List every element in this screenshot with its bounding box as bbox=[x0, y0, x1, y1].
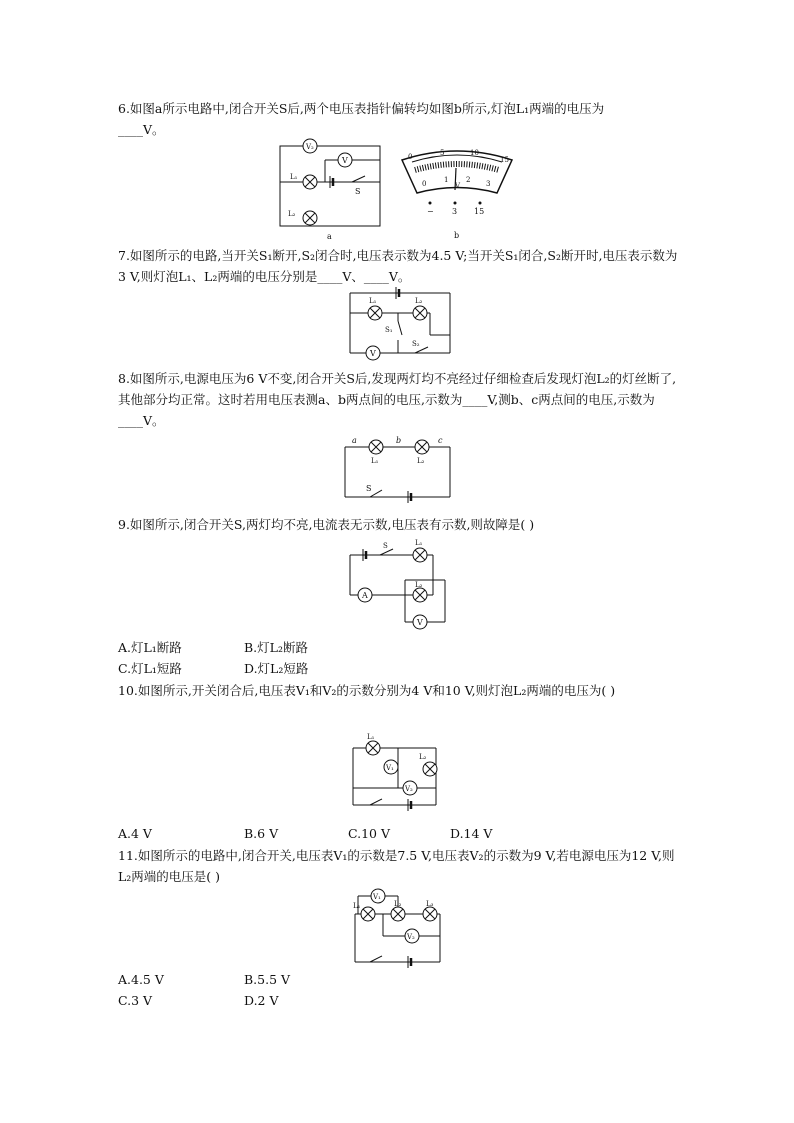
question-10-options bbox=[118, 823, 678, 844]
question-6-text: 6.如图a所示电路中,闭合开关S后,两个电压表指针偏转均如图b所示,灯泡L₁两端的电压为 bbox=[118, 101, 605, 116]
terminal-3: 3 bbox=[452, 207, 458, 216]
v2-label: V₂ bbox=[306, 143, 314, 151]
v1-label: V₁ bbox=[386, 764, 394, 772]
question-10-text: 10.如图所示,开关闭合后,电压表V₁和V₂的示数分别为4 V和10 V,则灯泡L₂两端的电压为( ) bbox=[118, 683, 616, 698]
option-d[interactable]: D.灯L₂短路 bbox=[244, 661, 309, 676]
l1-label: L₁ bbox=[369, 297, 377, 305]
option-c[interactable]: C.10 V bbox=[348, 826, 390, 841]
s-label: S bbox=[355, 187, 361, 196]
option-a[interactable]: A.灯L₁断路 bbox=[118, 640, 182, 655]
question-7-text: 7.如图所示的电路,当开关S₁断开,S₂闭合时,电压表示数为4.5 V;当开关S₁闭合,S₂断开时,电压表示数为3 V,则灯泡L₁、L₂两端的电压分别是____V、____V。 bbox=[118, 248, 678, 284]
fig-b-caption: b bbox=[454, 231, 460, 240]
question-11-options bbox=[118, 969, 678, 1011]
v1-label: V₁ bbox=[373, 893, 381, 901]
question-11-text: 11.如图所示的电路中,闭合开关,电压表V₁的示数是7.5 V,电压表V₂的示数为9 V,若电源电压为12 V,则L₂两端的电压是( ) bbox=[118, 848, 675, 884]
question-10 bbox=[118, 680, 678, 701]
top-scale-15: 15 bbox=[500, 156, 509, 164]
option-d[interactable]: D.14 V bbox=[450, 826, 493, 841]
s-label: S bbox=[366, 484, 372, 493]
option-a[interactable]: A.4.5 V bbox=[118, 972, 164, 987]
figure-6b-voltmeter-dial bbox=[397, 148, 517, 243]
figure-10-circuit bbox=[348, 733, 443, 811]
l2-label: L₂ bbox=[419, 753, 427, 761]
top-scale-0: 0 bbox=[408, 153, 413, 161]
question-6-text-cont: ____V。 bbox=[118, 122, 165, 137]
l2-label: L₂ bbox=[394, 900, 402, 908]
question-8-text: 8.如图所示,电源电压为6 V不变,闭合开关S后,发现两灯均不亮经过仔细检查后发现灯泡L₂的灯丝断了,其他部分均正常。这时若用电压表测a、b两点间的电压,示数为____V,测b、c两点间的电压,示数为____V。 bbox=[118, 371, 677, 428]
l1-label: L₁ bbox=[371, 457, 379, 465]
s-label: S bbox=[383, 542, 388, 550]
bottom-scale-2: 2 bbox=[466, 176, 471, 184]
option-c[interactable]: C.灯L₁短路 bbox=[118, 661, 182, 676]
l1-label: L₁ bbox=[353, 902, 361, 910]
fig-a-caption: a bbox=[327, 232, 332, 241]
ammeter-label: A bbox=[362, 591, 368, 600]
question-9-text: 9.如图所示,闭合开关S,两灯均不亮,电流表无示数,电压表有示数,则故障是( ) bbox=[118, 517, 535, 532]
l1-label: L₁ bbox=[415, 539, 423, 547]
v-label: V bbox=[342, 156, 348, 165]
bottom-scale-1: 1 bbox=[444, 176, 449, 184]
option-b[interactable]: B.6 V bbox=[244, 826, 279, 841]
figure-9-circuit bbox=[345, 540, 450, 632]
l2-label: L₂ bbox=[288, 210, 296, 218]
bottom-scale-0: 0 bbox=[422, 180, 427, 188]
option-d[interactable]: D.2 V bbox=[244, 993, 279, 1008]
figure-7-circuit bbox=[340, 285, 455, 363]
top-scale-5: 5 bbox=[440, 149, 445, 157]
l2-label: L₂ bbox=[415, 297, 423, 305]
question-6 bbox=[118, 98, 678, 140]
question-9-options bbox=[118, 637, 678, 679]
figure-6a-circuit bbox=[270, 140, 390, 240]
question-11 bbox=[118, 845, 678, 887]
point-c-label: c bbox=[438, 436, 443, 445]
l2-label: L₂ bbox=[415, 581, 423, 589]
bottom-scale-3: 3 bbox=[486, 180, 491, 188]
option-c[interactable]: C.3 V bbox=[118, 993, 153, 1008]
option-b[interactable]: B.5.5 V bbox=[244, 972, 291, 987]
s2-label: S₂ bbox=[412, 340, 420, 348]
l1-label: L₁ bbox=[290, 173, 298, 181]
v2-label: V₂ bbox=[407, 933, 415, 941]
option-b[interactable]: B.灯L₂断路 bbox=[244, 640, 308, 655]
l3-label: L₃ bbox=[426, 900, 434, 908]
s1-label: S₁ bbox=[385, 326, 393, 334]
l2-label: L₂ bbox=[417, 457, 425, 465]
dial-unit: V bbox=[455, 182, 461, 190]
figure-8-circuit bbox=[340, 435, 455, 505]
l1-label: L₁ bbox=[367, 733, 375, 741]
question-8 bbox=[118, 368, 678, 431]
terminal-neg: − bbox=[427, 207, 434, 216]
point-b-label: b bbox=[396, 436, 402, 445]
v-label: V bbox=[417, 618, 423, 627]
top-scale-10: 10 bbox=[470, 149, 479, 157]
figure-11-circuit bbox=[350, 886, 450, 968]
question-7 bbox=[118, 245, 678, 287]
terminal-15: 15 bbox=[474, 207, 485, 216]
v-label: V bbox=[370, 349, 376, 358]
point-a-label: a bbox=[352, 436, 357, 445]
v2-label: V₂ bbox=[405, 785, 413, 793]
option-a[interactable]: A.4 V bbox=[118, 826, 152, 841]
question-9 bbox=[118, 514, 678, 535]
